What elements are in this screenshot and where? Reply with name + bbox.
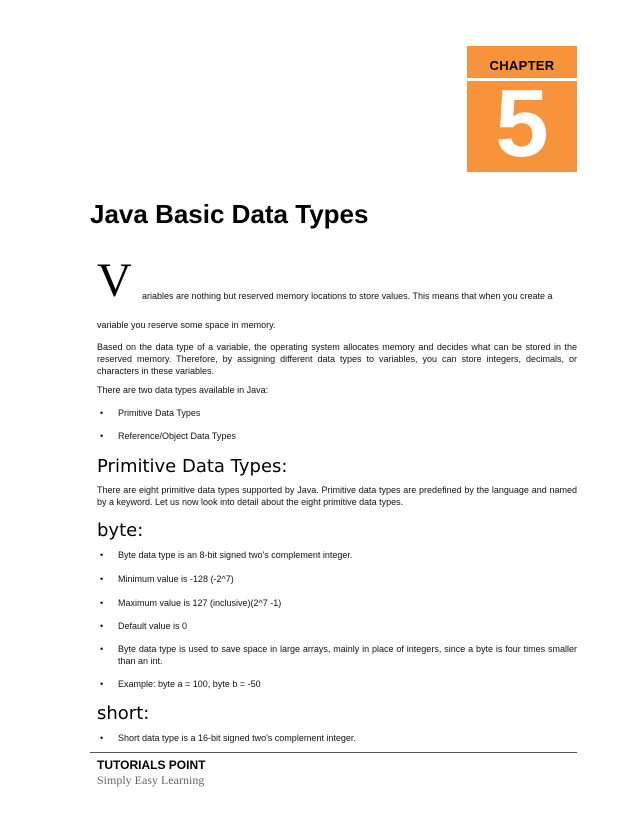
list-item-text: Example: byte a = 100, byte b = -50 — [118, 679, 261, 689]
footer-divider — [90, 752, 577, 753]
intro-continuation: variable you reserve some space in memory. — [97, 320, 276, 330]
list-item-text: Reference/Object Data Types — [118, 431, 236, 441]
list-item-text: Byte data type is an 8-bit signed two's complement integer. — [118, 550, 353, 560]
drop-cap: V — [97, 254, 132, 307]
section-heading-byte: byte: — [97, 520, 144, 541]
list-item-text: Byte data type is used to save space in large arrays, mainly in place of integers, since a byte is four times smaller than an int. — [118, 644, 577, 666]
bullet-icon: • — [100, 550, 104, 560]
list-item-text: Default value is 0 — [118, 621, 188, 631]
paragraph-two-types: There are two data types available in Java: — [97, 385, 269, 395]
list-item-text: Short data type is a 16-bit signed two's complement integer. — [118, 733, 356, 743]
bullet-icon: • — [100, 733, 104, 743]
bullet-icon: • — [100, 431, 104, 441]
paragraph-os-allocation: Based on the data type of a variable, the operating system allocates memory and decides what can be stored in the reserved memory. Therefore, by assigning different data types to variables, you can store integers, decimals, or characters in these variables. — [97, 342, 577, 376]
chapter-number: 5 — [495, 70, 549, 177]
section-heading-primitive: Primitive Data Types: — [97, 456, 288, 477]
chapter-badge — [467, 46, 577, 177]
bullet-icon: • — [100, 621, 104, 631]
bullet-icon: • — [100, 408, 104, 418]
bullet-icon: • — [100, 574, 104, 584]
bullet-icon: • — [100, 598, 104, 608]
list-item-text: Primitive Data Types — [118, 408, 201, 418]
intro-first-line: ariables are nothing but reserved memory locations to store values. This means that when you create a — [142, 291, 553, 301]
page-title: Java Basic Data Types — [90, 199, 369, 229]
paragraph-primitive: There are eight primitive data types supported by Java. Primitive data types are predefined by the language and named by a keyword. Let us now look into detail about the eight primitive data types. — [97, 485, 577, 507]
list-item-text: Minimum value is -128 (-2^7) — [118, 574, 234, 584]
chapter-label: CHAPTER — [489, 58, 555, 73]
bullet-icon: • — [100, 644, 104, 654]
list-item-text: Maximum value is 127 (inclusive)(2^7 -1) — [118, 598, 282, 608]
footer-tagline: Simply Easy Learning — [97, 773, 205, 787]
section-heading-short: short: — [97, 703, 150, 724]
bullet-icon: • — [100, 679, 104, 689]
footer-brand: TUTORIALS POINT — [97, 758, 206, 772]
